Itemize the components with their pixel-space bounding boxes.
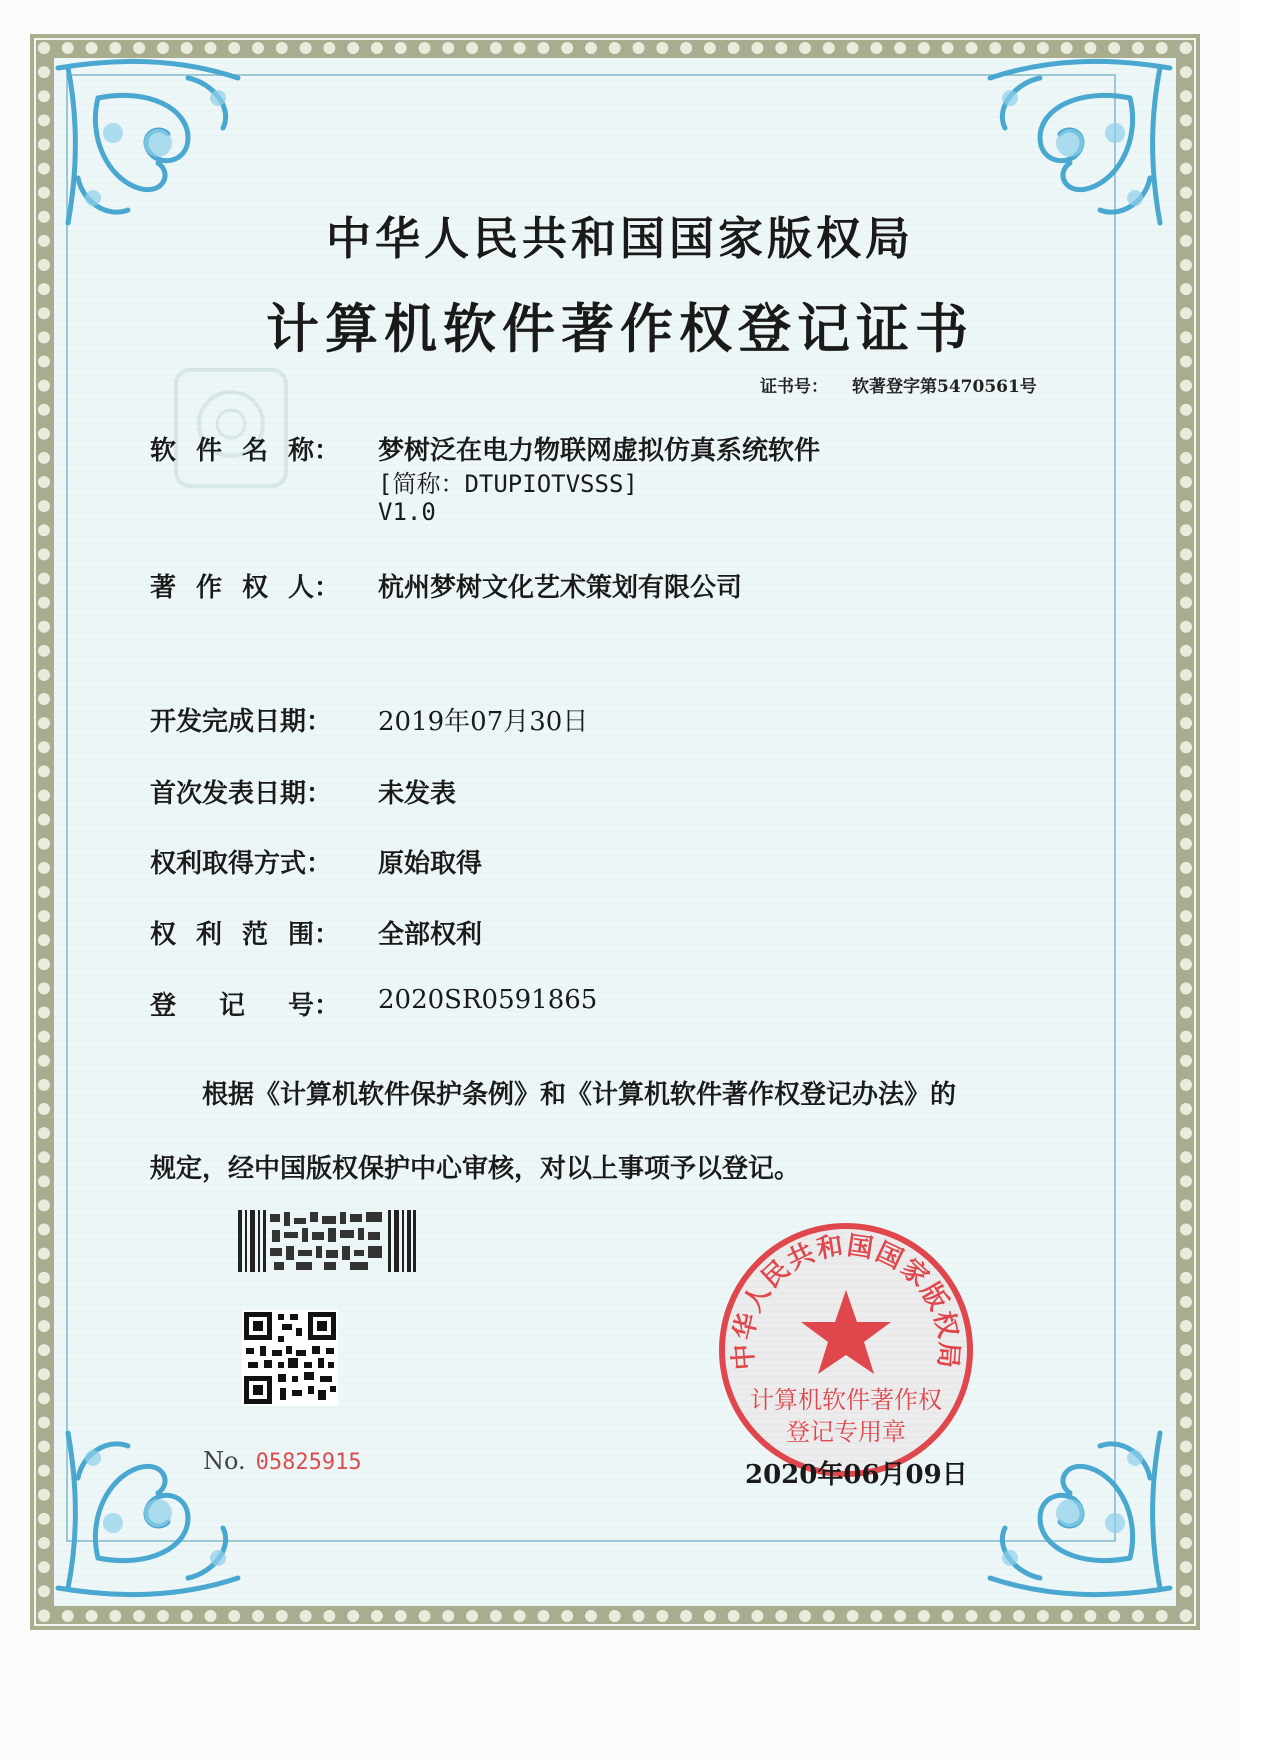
serial-number-label: No. — [203, 1447, 246, 1475]
software-name-line: 梦树泛在电力物联网虚拟仿真系统软件 — [378, 436, 821, 466]
seal-inner-line-1: 计算机软件著作权 — [750, 1386, 942, 1414]
field-value: 杭州梦树文化艺术策划有限公司 — [378, 573, 743, 603]
seal-inner-line-2: 登记专用章 — [786, 1418, 906, 1446]
issue-date: 2020年06月09日 — [745, 1460, 968, 1490]
watermark-emblem — [168, 362, 294, 494]
qr-code — [242, 1310, 338, 1406]
barcode — [238, 1210, 416, 1272]
label-char: 记 — [218, 991, 245, 1021]
software-version: V1.0 — [378, 498, 436, 526]
field-value: 未发表 — [378, 779, 457, 809]
field-value — [378, 430, 820, 532]
serial-number — [203, 1447, 362, 1475]
label-char: 软 — [150, 436, 177, 466]
label-char: 人： — [287, 573, 340, 603]
agency-title: 中华人民共和国国家版权局 — [325, 212, 914, 265]
field-value: 2020SR0591865 — [378, 985, 598, 1015]
official-seal — [714, 1218, 978, 1482]
corner-ornament-bottom-right — [960, 1418, 1190, 1618]
certificate-title: 计算机软件著作权登记证书 — [266, 298, 974, 360]
field-label: 首次发表日期： — [150, 779, 333, 809]
software-short-name: [简称：DTUPIOTVSSS] — [378, 470, 638, 498]
field-value: 2019年07月30日 — [378, 707, 589, 737]
field-label — [150, 914, 340, 951]
label-char: 号： — [287, 991, 340, 1021]
serial-number-value: 05825915 — [255, 1450, 362, 1475]
certificate-number-value: 软著登字第5470561号 — [852, 377, 1037, 397]
certificate-number-label: 证书号： — [760, 377, 828, 397]
label-char: 作 — [195, 573, 222, 603]
field-value: 原始取得 — [378, 849, 483, 879]
field-value: 全部权利 — [378, 920, 483, 950]
seal-ring-text: 中华人民共和国国家版权局 — [728, 1230, 964, 1372]
label-char: 围： — [287, 920, 340, 950]
label-char: 利 — [195, 920, 222, 950]
field-label — [150, 985, 340, 1022]
statement-line-1: 根据《计算机软件保护条例》和《计算机软件著作权登记办法》的 — [202, 1080, 957, 1110]
field-label — [150, 430, 340, 467]
label-char: 登 — [150, 991, 177, 1021]
label-char: 著 — [150, 573, 177, 603]
label-char: 范 — [241, 920, 268, 950]
label-char: 名 — [241, 436, 268, 466]
label-char: 权 — [150, 920, 177, 950]
label-char: 称： — [287, 436, 340, 466]
field-label: 开发完成日期： — [150, 707, 333, 737]
legal-statement — [150, 1058, 1080, 1206]
statement-line-2: 规定，经中国版权保护中心审核，对以上事项予以登记。 — [150, 1154, 801, 1184]
field-label — [150, 567, 340, 604]
certificate-number — [760, 372, 1037, 397]
label-char: 件 — [195, 436, 222, 466]
label-char: 权 — [241, 573, 268, 603]
field-label: 权利取得方式： — [150, 849, 333, 879]
